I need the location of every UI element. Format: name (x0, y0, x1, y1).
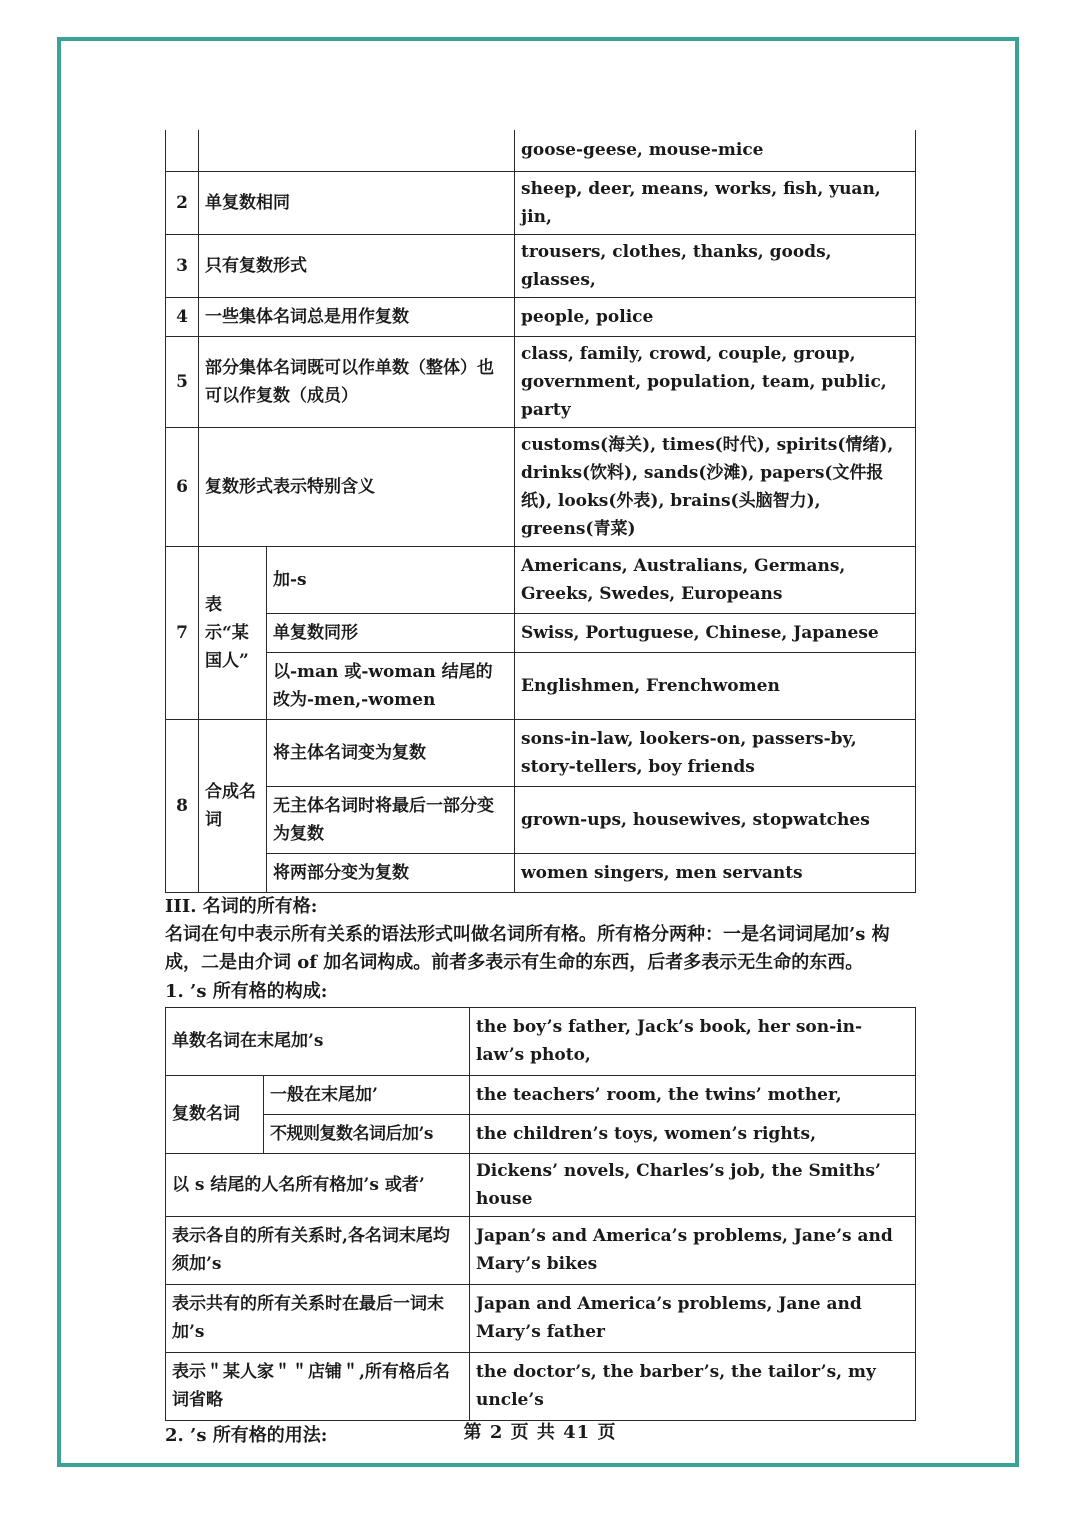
examples-cell: the boy’s father, Jack’s book, her son-in-law’s photo, (470, 1007, 916, 1075)
table-row (166, 1153, 916, 1216)
page-footer: 第 2 页 共 41 页 (463, 1422, 617, 1443)
examples-cell: customs(海关), times(时代), spirits(情绪), drinks(饮料), sands(沙滩), papers(文件报纸), looks(外表), brains(头脑智力), greens(青菜) (515, 427, 916, 546)
examples-cell: Japan’s and America’s problems, Jane’s and Mary’s bikes (470, 1216, 916, 1284)
rule-cell: 表示各自的所有关系时,各名词末尾均须加’s (166, 1216, 470, 1284)
category-cell: 复数形式表示特别含义 (199, 427, 515, 546)
table-row (166, 786, 916, 853)
plural-forms-table (165, 130, 916, 893)
possessive-table (165, 1007, 916, 1421)
examples-cell: the children’s toys, women’s rights, (470, 1114, 916, 1153)
rule-cell: 一般在末尾加’ (264, 1075, 470, 1114)
examples-cell: Englishmen, Frenchwomen (515, 652, 916, 719)
row-number: 5 (166, 336, 199, 427)
rule-cell: 单数名词在末尾加’s (166, 1007, 470, 1075)
category-cell: 单复数相同 (199, 171, 515, 234)
row-number: 4 (166, 297, 199, 336)
row-number (166, 130, 199, 171)
subcategory-cell: 以-man 或-woman 结尾的改为-men,-women (267, 652, 515, 719)
examples-cell: goose-geese, mouse-mice (515, 130, 916, 171)
subsection-heading: 2. ’s 所有格的用法: (165, 1424, 328, 1446)
subcategory-cell: 将主体名词变为复数 (267, 719, 515, 786)
table-row (166, 336, 916, 427)
group-category-cell: 合成名词 (199, 719, 267, 892)
category-cell: 只有复数形式 (199, 234, 515, 297)
table-row (166, 1216, 916, 1284)
table-row (166, 427, 916, 546)
page-content (165, 130, 915, 1450)
table-row (166, 1075, 916, 1114)
examples-cell: Dickens’ novels, Charles’s job, the Smiths’ house (470, 1153, 916, 1216)
section-heading: III. 名词的所有格: (165, 895, 318, 917)
table-row (166, 1007, 916, 1075)
table-row (166, 546, 916, 613)
table-row (166, 234, 916, 297)
table-row (166, 130, 916, 171)
table-row (166, 1284, 916, 1352)
examples-cell: grown-ups, housewives, stopwatches (515, 786, 916, 853)
rule-cell: 以 s 结尾的人名所有格加’s 或者’ (166, 1153, 470, 1216)
row-number: 7 (166, 546, 199, 719)
table-row (166, 719, 916, 786)
table-row (166, 613, 916, 652)
examples-cell: sheep, deer, means, works, fish, yuan, jin, (515, 171, 916, 234)
subcategory-cell: 无主体名词时将最后一部分变为复数 (267, 786, 515, 853)
examples-cell: Americans, Australians, Germans, Greeks, Swedes, Europeans (515, 546, 916, 613)
table-row (166, 297, 916, 336)
examples-cell: class, family, crowd, couple, group, government, population, team, public, party (515, 336, 916, 427)
row-number: 6 (166, 427, 199, 546)
category-cell: 一些集体名词总是用作复数 (199, 297, 515, 336)
examples-cell: Swiss, Portuguese, Chinese, Japanese (515, 613, 916, 652)
subsection-heading: 1. ’s 所有格的构成: (165, 980, 328, 1002)
examples-cell: people, police (515, 297, 916, 336)
table-row (166, 1352, 916, 1420)
examples-cell: the doctor’s, the barber’s, the tailor’s, my uncle’s (470, 1352, 916, 1420)
table-row (166, 853, 916, 892)
table-row (166, 1114, 916, 1153)
rule-cell: 不规则复数名词后加’s (264, 1114, 470, 1153)
subcategory-cell: 单复数同形 (267, 613, 515, 652)
table-row (166, 652, 916, 719)
subcategory-cell: 加-s (267, 546, 515, 613)
examples-cell: sons-in-law, lookers-on, passers-by, story-tellers, boy friends (515, 719, 916, 786)
rule-cell: 表示＂某人家＂＂店铺＂,所有格后名词省略 (166, 1352, 470, 1420)
category-cell: 部分集体名词既可以作单数（整体）也可以作复数（成员） (199, 336, 515, 427)
group-category-cell: 表示“某国人” (199, 546, 267, 719)
examples-cell: Japan and America’s problems, Jane and Mary’s father (470, 1284, 916, 1352)
row-number: 8 (166, 719, 199, 892)
table-row (166, 171, 916, 234)
row-number: 3 (166, 234, 199, 297)
category-cell (199, 130, 515, 171)
section-paragraph: 名词在句中表示所有关系的语法形式叫做名词所有格。所有格分两种：一是名词词尾加’s 构成，二是由介词 of 加名词构成。前者多表示有生命的东西，后者多表示无生命的东西。 (165, 923, 890, 973)
examples-cell: trousers, clothes, thanks, goods, glasses, (515, 234, 916, 297)
subcategory-cell: 将两部分变为复数 (267, 853, 515, 892)
examples-cell: women singers, men servants (515, 853, 916, 892)
rule-cell: 表示共有的所有关系时在最后一词末加’s (166, 1284, 470, 1352)
row-number: 2 (166, 171, 199, 234)
examples-cell: the teachers’ room, the twins’ mother, (470, 1075, 916, 1114)
group-category-cell: 复数名词 (166, 1075, 264, 1153)
